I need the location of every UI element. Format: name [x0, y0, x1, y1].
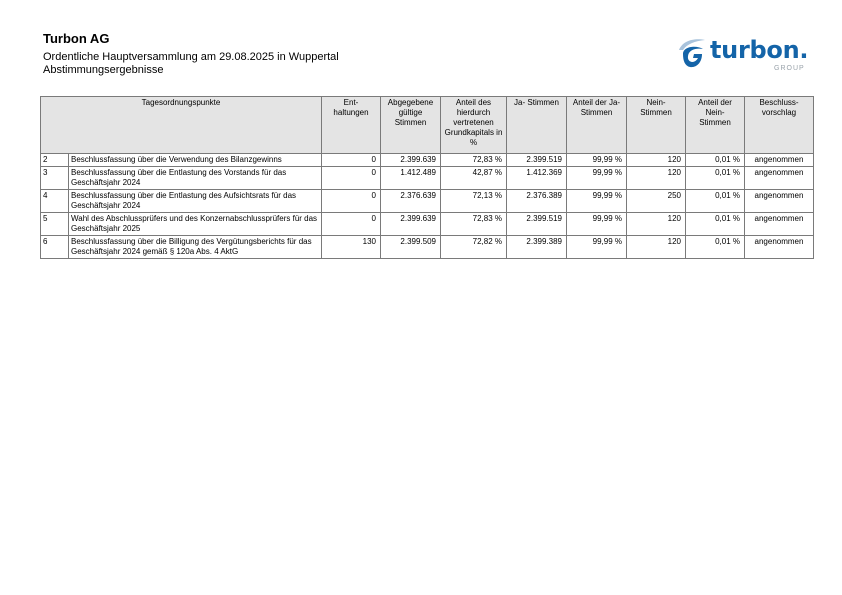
logo-wordmark: turbon. — [710, 36, 809, 64]
yes-votes: 2.399.519 — [507, 213, 567, 236]
capital-share: 72,82 % — [441, 236, 507, 259]
meeting-title: Ordentliche Hauptversammlung am 29.08.2025 in Wuppertal — [43, 51, 339, 63]
yes-votes: 2.399.389 — [507, 236, 567, 259]
yes-votes: 2.376.389 — [507, 190, 567, 213]
table-row — [41, 213, 814, 236]
col-yes: Ja- Stimmen — [507, 97, 567, 154]
no-share: 0,01 % — [686, 236, 745, 259]
yes-share: 99,99 % — [567, 213, 627, 236]
page-subtitle — [43, 51, 339, 77]
result: angenommen — [745, 154, 814, 167]
abstentions: 0 — [322, 167, 381, 190]
capital-share: 72,13 % — [441, 190, 507, 213]
item-text: Beschlussfassung über die Entlastung des Vorstands für das Geschäftsjahr 2024 — [69, 167, 322, 190]
col-result: Beschluss- vorschlag — [745, 97, 814, 154]
voting-results-table — [40, 96, 814, 259]
item-number: 6 — [41, 236, 69, 259]
capital-share: 42,87 % — [441, 167, 507, 190]
logo-group-label: GROUP — [774, 65, 805, 72]
abstentions: 130 — [322, 236, 381, 259]
yes-votes: 2.399.519 — [507, 154, 567, 167]
col-no: Nein- Stimmen — [627, 97, 686, 154]
item-text: Beschlussfassung über die Billigung des Vergütungsberichts für das Geschäftsjahr 2024 gemäß § 120a Abs. 4 AktG — [69, 236, 322, 259]
no-votes: 120 — [627, 154, 686, 167]
yes-share: 99,99 % — [567, 167, 627, 190]
table-row — [41, 190, 814, 213]
abstentions: 0 — [322, 190, 381, 213]
results-title: Abstimmungsergebnisse — [43, 64, 164, 76]
turbon-logo — [673, 34, 813, 76]
item-number: 5 — [41, 213, 69, 236]
table-row — [41, 154, 814, 167]
valid-votes: 2.399.639 — [381, 213, 441, 236]
company-name: Turbon AG — [43, 31, 110, 46]
item-text: Beschlussfassung über die Entlastung des Aufsichtsrats für das Geschäftsjahr 2024 — [69, 190, 322, 213]
no-votes: 250 — [627, 190, 686, 213]
valid-votes: 2.399.639 — [381, 154, 441, 167]
swirl-logo-icon — [673, 36, 709, 70]
item-text: Beschlussfassung über die Verwendung des Bilanzgewinns — [69, 154, 322, 167]
no-share: 0,01 % — [686, 213, 745, 236]
col-agenda: Tagesordnungspunkte — [41, 97, 322, 154]
valid-votes: 2.376.639 — [381, 190, 441, 213]
col-abstentions: Ent- haltungen — [322, 97, 381, 154]
col-valid-votes: Abgegebene gültige Stimmen — [381, 97, 441, 154]
valid-votes: 2.399.509 — [381, 236, 441, 259]
item-number: 2 — [41, 154, 69, 167]
yes-share: 99,99 % — [567, 236, 627, 259]
yes-share: 99,99 % — [567, 154, 627, 167]
table-row — [41, 167, 814, 190]
yes-share: 99,99 % — [567, 190, 627, 213]
abstentions: 0 — [322, 213, 381, 236]
capital-share: 72,83 % — [441, 154, 507, 167]
item-number: 4 — [41, 190, 69, 213]
table-header-row — [41, 97, 814, 154]
result: angenommen — [745, 190, 814, 213]
result: angenommen — [745, 167, 814, 190]
item-number: 3 — [41, 167, 69, 190]
abstentions: 0 — [322, 154, 381, 167]
col-capital-share: Anteil des hierdurch vertretenen Grundkapitals in % — [441, 97, 507, 154]
item-text: Wahl des Abschlussprüfers und des Konzernabschlussprüfers für das Geschäftsjahr 2025 — [69, 213, 322, 236]
table-row — [41, 236, 814, 259]
no-share: 0,01 % — [686, 190, 745, 213]
no-share: 0,01 % — [686, 154, 745, 167]
no-votes: 120 — [627, 236, 686, 259]
result: angenommen — [745, 236, 814, 259]
valid-votes: 1.412.489 — [381, 167, 441, 190]
col-yes-share: Anteil der Ja- Stimmen — [567, 97, 627, 154]
capital-share: 72,83 % — [441, 213, 507, 236]
col-no-share: Anteil der Nein- Stimmen — [686, 97, 745, 154]
no-votes: 120 — [627, 167, 686, 190]
yes-votes: 1.412.369 — [507, 167, 567, 190]
no-votes: 120 — [627, 213, 686, 236]
result: angenommen — [745, 213, 814, 236]
no-share: 0,01 % — [686, 167, 745, 190]
